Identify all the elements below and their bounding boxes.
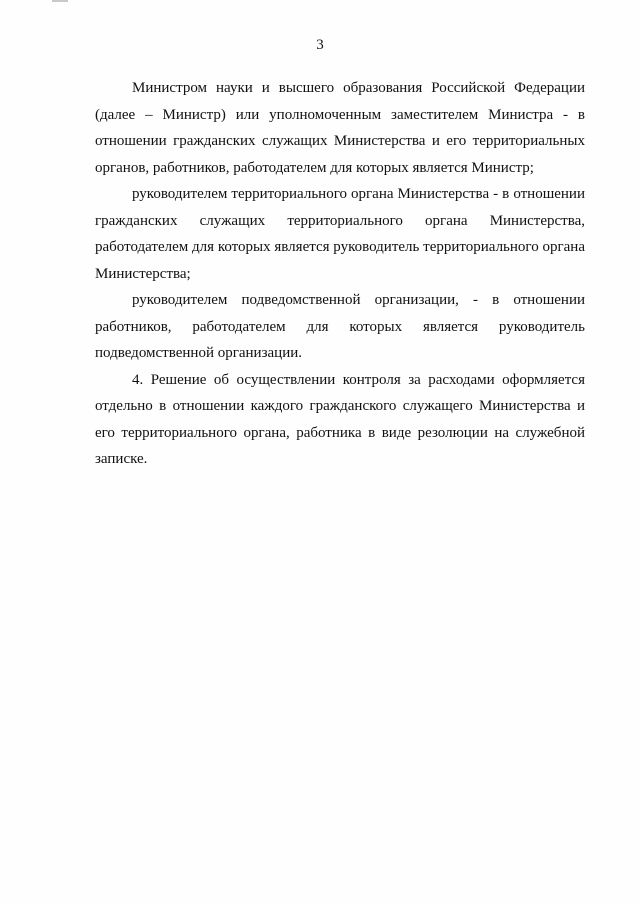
document-body bbox=[95, 75, 585, 473]
paragraph-subordinate-organization: руководителем подведомственной организации, - в отношении работников, работодателем для которых является руководитель подведомственной организации. bbox=[95, 292, 585, 361]
page-number: 3 bbox=[316, 37, 324, 53]
scan-edge-mark bbox=[52, 0, 68, 2]
paragraph-minister: Министром науки и высшего образования Российской Федерации (далее – Министр) или уполномоченным заместителем Министра - в отношении гражданских служащих Министерства и его территориальных органов, работников, работодателем для которых является Министр; bbox=[95, 80, 585, 176]
paragraph-territorial-head: руководителем территориального органа Министерства - в отношении гражданских служащих территориального органа Министерства, работодателем для которых является руководитель территориального органа Министерства; bbox=[95, 186, 585, 282]
paragraph-decision: 4. Решение об осуществлении контроля за расходами оформляется отдельно в отношении каждого гражданского служащего Министерства и его территориального органа, работника в виде резолюции на служебной записке. bbox=[95, 371, 585, 467]
